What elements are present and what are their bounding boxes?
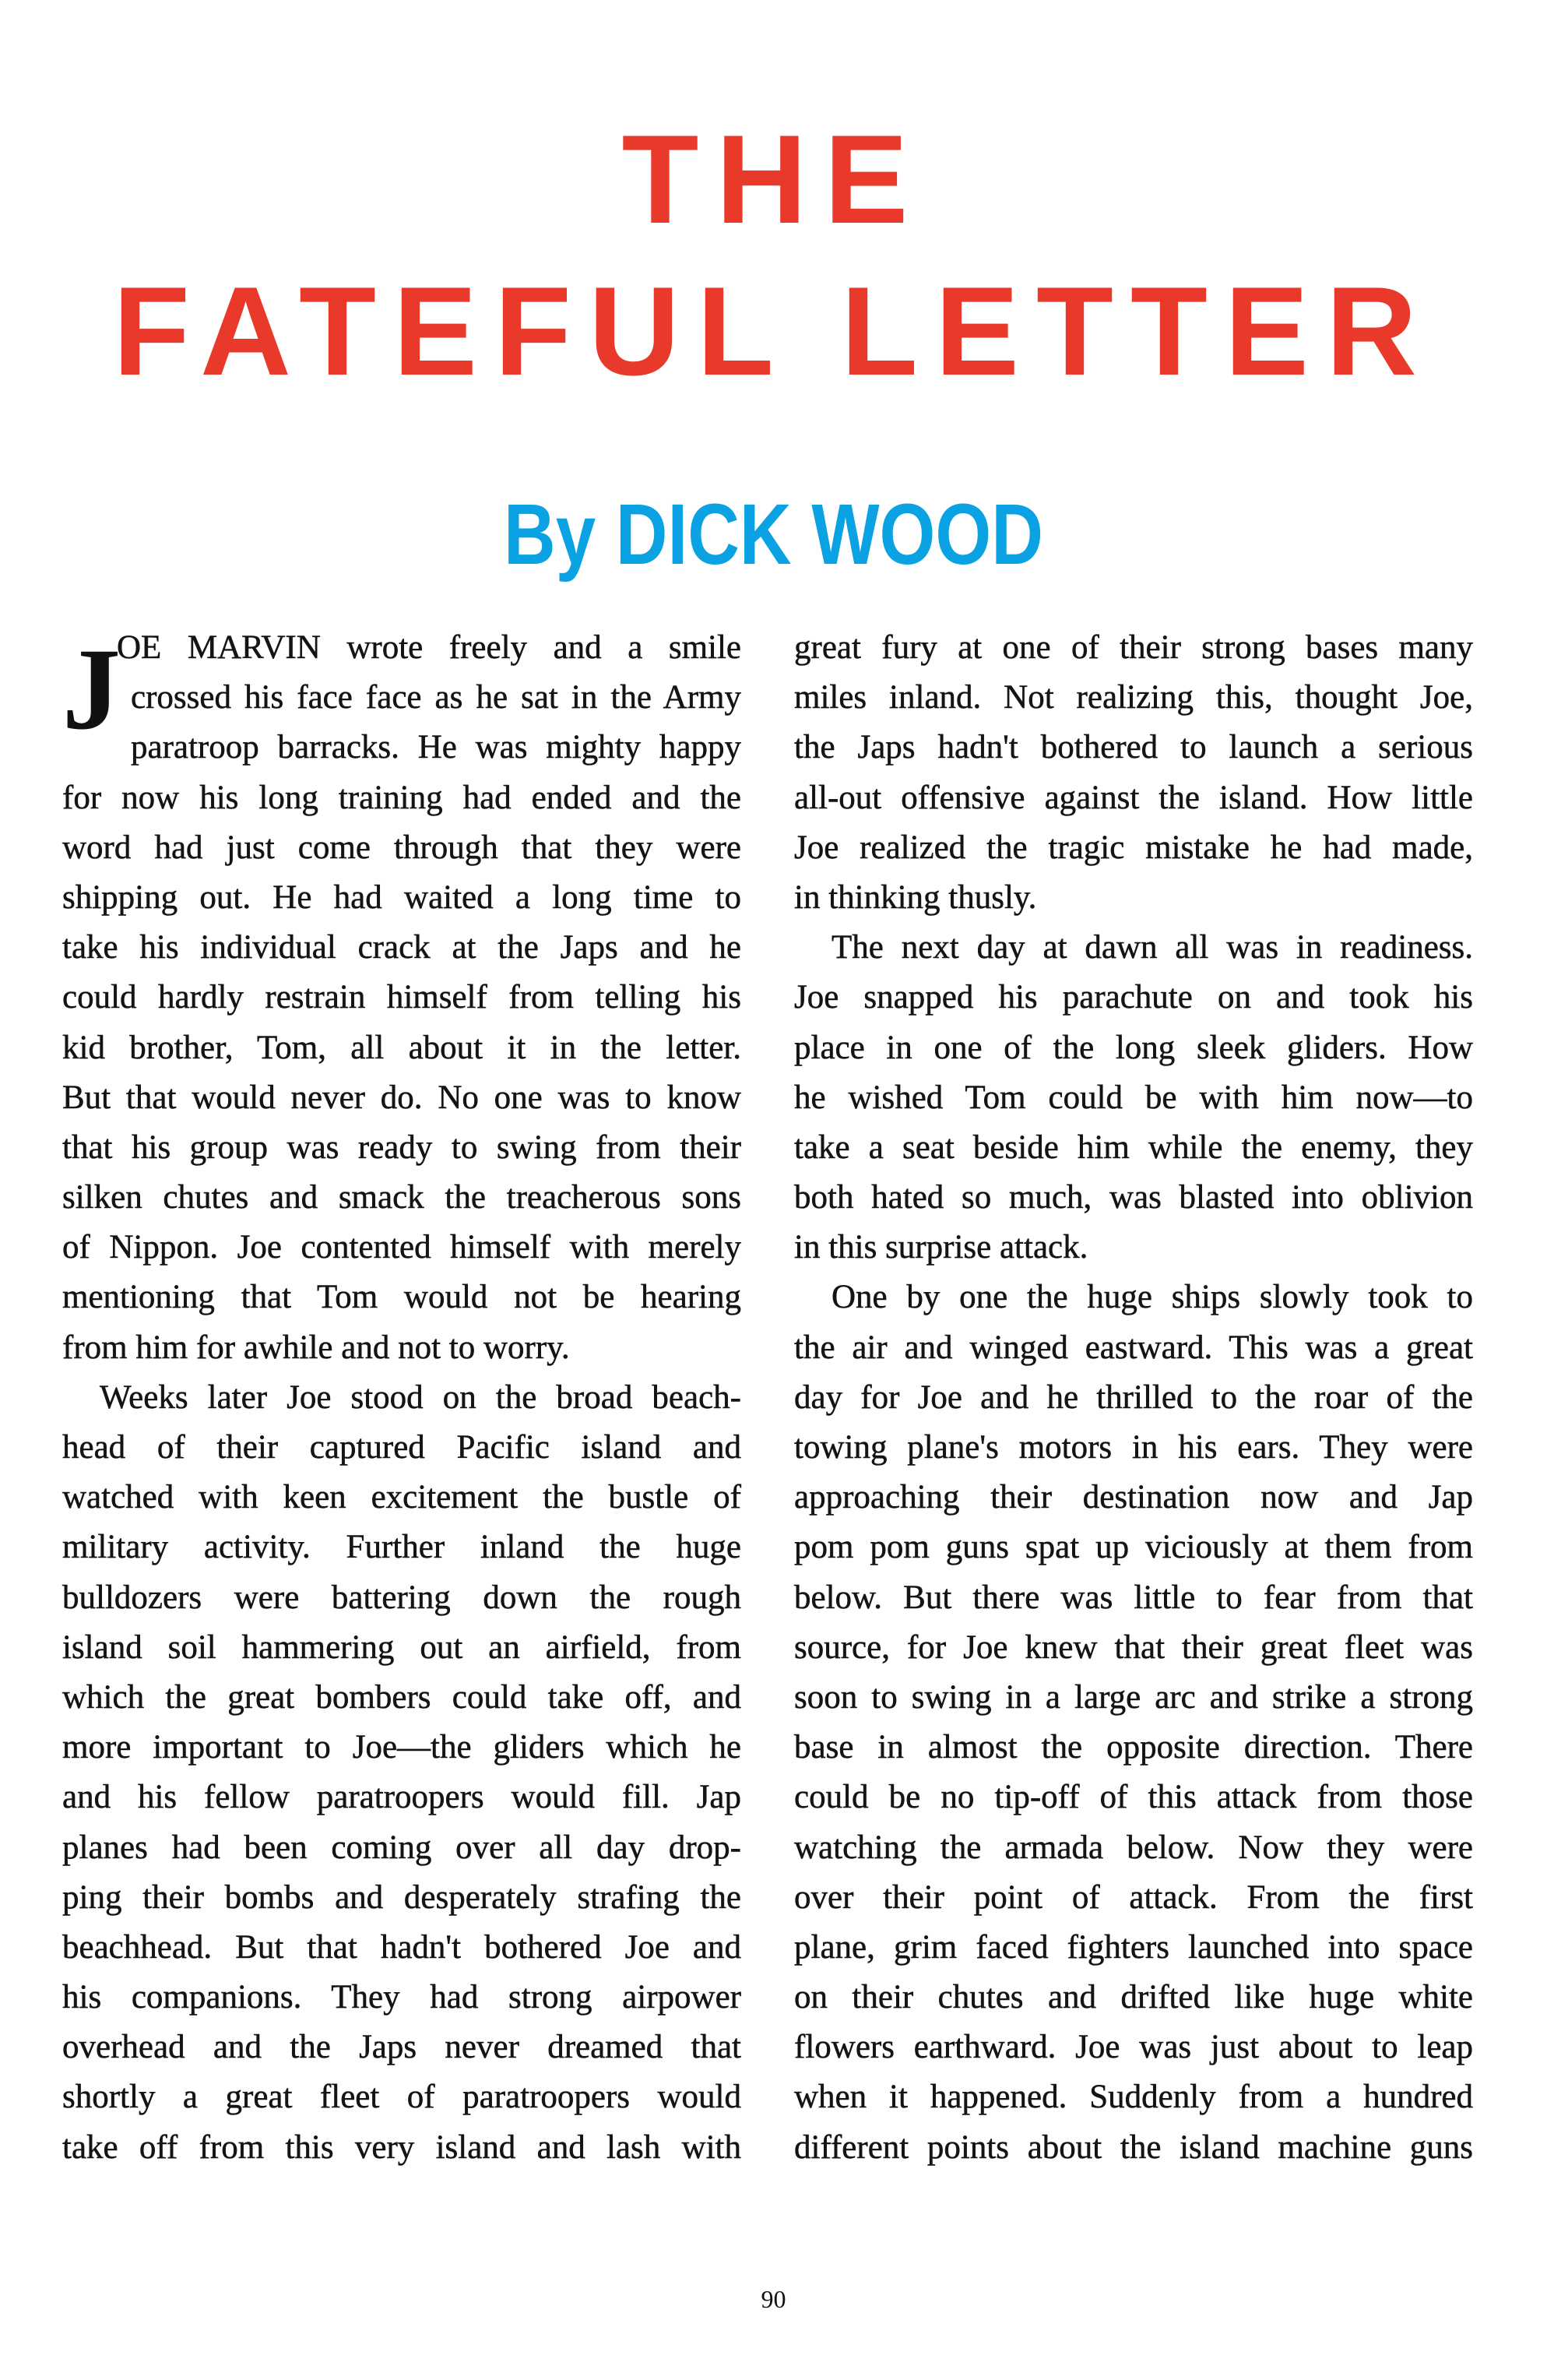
text-line: of Nippon. Joe contented himself with merely [62,1229,741,1266]
paragraph [62,623,741,1373]
text-line: over their point of attack. From the first [794,1878,1473,1916]
text-line: shortly a great fleet of paratroopers would [62,2079,741,2116]
text-line: in thinking thusly. [794,878,1037,916]
drop-cap: J [62,625,121,754]
text-line: Weeks later Joe stood on the broad beach- [100,1378,741,1416]
story-title-line-1: THE [621,109,926,250]
text-line: word had just come through that they were [62,829,741,866]
text-line: that his group was ready to swing from their [62,1128,741,1166]
text-line: But that would never do. No one was to know [62,1079,741,1116]
text-line: flowers earthward. Joe was just about to leap [794,2029,1473,2066]
text-line: The next day at dawn all was in readiness. [832,929,1473,966]
paragraph [794,623,1473,923]
text-line: source, for Joe knew that their great fleet was [794,1628,1473,1666]
text-line: he wished Tom could be with him now—to [794,1079,1473,1116]
text-line: in this surprise attack. [794,1229,1088,1266]
text-line: silken chutes and smack the treacherous sons [62,1179,741,1216]
text-line: for now his long training had ended and the [62,779,741,816]
text-line: different points about the island machine guns [794,2128,1473,2166]
text-line: ping their bombs and desperately strafing the [62,1878,741,1916]
text-line: the Japs hadn't bothered to launch a serious [794,729,1473,766]
text-line: below. But there was little to fear from that [794,1579,1473,1616]
text-line: kid brother, Tom, all about it in the letter. [62,1029,741,1066]
story-title-line-2: FATEFUL LETTER [113,261,1434,402]
text-line: both hated so much, was blasted into oblivion [794,1179,1473,1216]
paragraph [794,923,1473,1273]
text-line: plane, grim faced fighters launched into space [794,1928,1473,1966]
text-line: Joe snapped his parachute on and took his [794,979,1473,1016]
text-line: take off from this very island and lash with [62,2128,741,2166]
text-line: great fury at one of their strong bases many [794,629,1473,666]
text-line: miles inland. Not realizing this, thought Joe, [794,679,1473,716]
text-line: towing plane's motors in his ears. They were [794,1429,1473,1466]
text-line: One by one the huge ships slowly took to [832,1279,1473,1316]
text-line: planes had been coming over all day drop- [62,1829,741,1866]
text-line: Joe realized the tragic mistake he had made, [794,829,1473,866]
text-line: more important to Joe—the gliders which he [62,1729,741,1766]
text-line: and his fellow paratroopers would fill. Jap [62,1779,741,1816]
text-line: approaching their destination now and Jap [794,1479,1473,1516]
text-line: his companions. They had strong airpower [62,1979,741,2016]
page-number: 90 [761,2285,786,2313]
text-line: island soil hammering out an airfield, from [62,1628,741,1666]
text-line: watched with keen excitement the bustle of [62,1479,741,1516]
text-line: take his individual crack at the Japs and he [62,929,741,966]
byline [0,487,1547,583]
text-line: take a seat beside him while the enemy, they [794,1128,1473,1166]
text-line: mentioning that Tom would not be hearing [62,1279,741,1316]
text-line: the air and winged eastward. This was a great [794,1329,1473,1366]
byline-text: By DICK WOOD [504,487,1043,583]
text-line: could hardly restrain himself from telling his [62,979,741,1016]
text-line: all-out offensive against the island. How little [794,779,1473,816]
text-line: could be no tip-off of this attack from those [794,1779,1473,1816]
text-line: when it happened. Suddenly from a hundred [794,2079,1473,2116]
text-line: head of their captured Pacific island and [62,1429,741,1466]
text-line: pom pom guns spat up viciously at them from [794,1529,1473,1566]
text-line: bulldozers were battering down the rough [62,1579,741,1616]
text-line: beachhead. But that hadn't bothered Joe and [62,1928,741,1966]
text-line: which the great bombers could take off, and [62,1678,741,1716]
text-line: from him for awhile and not to worry. [62,1329,570,1366]
paragraph [62,1373,741,2173]
text-line: day for Joe and he thrilled to the roar of the [794,1378,1473,1416]
text-line: paratroop barracks. He was mighty happy [131,729,741,766]
text-line: place in one of the long sleek gliders. How [794,1029,1473,1066]
text-line: base in almost the opposite direction. There [794,1729,1473,1766]
right-column [794,623,1473,2173]
left-column [62,623,741,2173]
text-line: on their chutes and drifted like huge white [794,1979,1473,2016]
text-line: crossed his face face as he sat in the Army [131,679,741,716]
text-line: OE MARVIN wrote freely and a smile [117,629,741,666]
text-line: soon to swing in a large arc and strike a strong [794,1678,1473,1716]
text-line: military activity. Further inland the huge [62,1529,741,1566]
paragraph [794,1273,1473,2172]
text-line: overhead and the Japs never dreamed that [62,2029,741,2066]
text-line: shipping out. He had waited a long time to [62,878,741,916]
text-line: watching the armada below. Now they were [794,1829,1473,1866]
